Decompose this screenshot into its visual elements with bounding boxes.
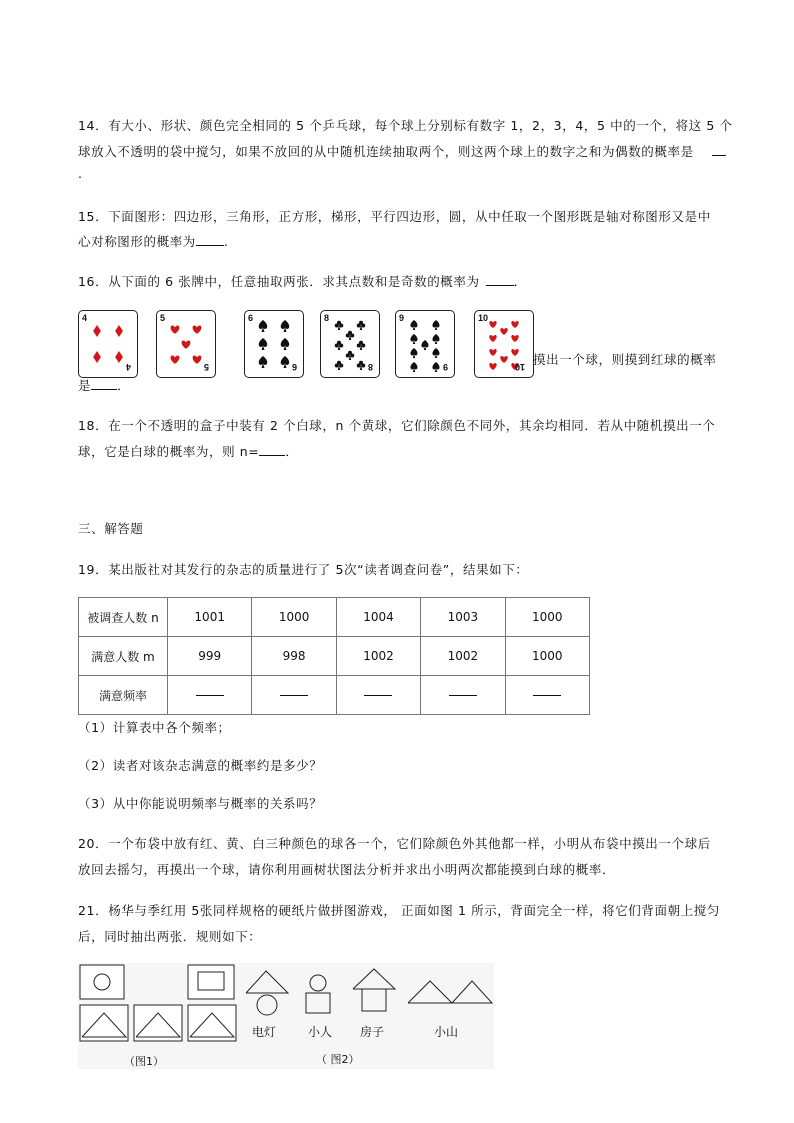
q15-period: . xyxy=(223,234,229,249)
q15-line-1: 15．下面图形：四边形，三角形，正方形，梯形，平行四边形，圆，从中任取一个图形既是轴对称图形又是中 xyxy=(78,209,711,224)
q17-line-1-tail: 摸出一个球，则摸到红球的概率 xyxy=(533,352,717,367)
q19-sub-1: （1）计算表中各个频率； xyxy=(78,720,231,735)
q17-period: ． xyxy=(117,378,131,393)
q20-line-2: 放回去摇匀，再摸出一个球，请你利用画树状图法分析并求出小明两次都能摸到白球的概率． xyxy=(78,862,616,877)
table-row xyxy=(79,676,590,715)
q21-line-1: 21．杨华与季红用 5张同样规格的硬纸片做拼图游戏， 正面如图 1 所示，背面完全一样，将它们背面朝上搅匀 xyxy=(78,903,721,918)
table-cell: 1000 xyxy=(505,598,589,637)
q19-sub-2: （2）读者对该杂志满意的概率约是多少？ xyxy=(78,758,323,773)
playing-card-6-spade xyxy=(244,310,304,378)
svg-text:8: 8 xyxy=(367,362,373,372)
table-cell: 999 xyxy=(168,637,252,676)
playing-card-9-spade xyxy=(395,310,455,378)
table-cell: 1000 xyxy=(505,637,589,676)
q19-sub-3: （3）从中你能说明频率与概率的关系吗？ xyxy=(78,796,323,811)
table-cell: 1002 xyxy=(336,637,420,676)
q14-line-2-text: 球放入不透明的袋中搅匀，如果不放回的从中随机连续抽取两个，则这两个球上的数字之和为偶数的概率是 xyxy=(78,144,694,159)
playing-card-8-club xyxy=(320,310,380,378)
q16-text: 16．从下面的 6 张牌中，任意抽取两张．求其点数和是奇数的概率为 xyxy=(78,274,480,289)
svg-text:5: 5 xyxy=(160,313,166,323)
q14-line-1: 14．有大小、形状、颜色完全相同的 5 个乒乓球，每个球上分别标有数字 1，2，3，4，5 中的一个，将这 5 个 xyxy=(78,118,733,133)
table-cell-blank xyxy=(421,676,505,715)
q19-intro: 19．某出版社对其发行的杂志的质量进行了 5次“读者调查问卷”，结果如下： xyxy=(78,562,529,577)
table-cell: 1000 xyxy=(252,598,336,637)
playing-card-10-heart xyxy=(474,310,534,378)
table-row xyxy=(79,598,590,637)
svg-text:9: 9 xyxy=(442,362,448,372)
svg-text:10: 10 xyxy=(514,362,525,372)
q18-line-2 xyxy=(78,442,298,460)
playing-card-5-heart xyxy=(156,310,216,378)
q15-line-2-text: 心对称图形的概率为 xyxy=(78,234,196,249)
playing-card-4-diamond xyxy=(78,310,138,378)
q18-line-2-text: 球，它是白球的概率为，则 n= xyxy=(78,444,260,459)
row-label-n: 被调查人数 n xyxy=(79,598,168,637)
table-cell: 1003 xyxy=(421,598,505,637)
svg-text:4: 4 xyxy=(82,313,88,323)
q17-line-2 xyxy=(78,376,130,394)
q15-answer-blank xyxy=(196,233,224,246)
q16-line xyxy=(78,272,527,290)
q18-period: ． xyxy=(285,444,299,459)
label-person: 小人 xyxy=(308,1025,333,1039)
table-cell-blank xyxy=(252,676,336,715)
q16-answer-blank xyxy=(486,273,514,286)
table-cell-blank xyxy=(505,676,589,715)
label-lamp: 电灯 xyxy=(252,1025,277,1039)
svg-text:6: 6 xyxy=(291,362,297,372)
table-cell: 1004 xyxy=(336,598,420,637)
q20-line-1: 20．一个布袋中放有红、黄、白三种颜色的球各一个，它们除颜色外其他都一样，小明从布袋中摸出一个球后 xyxy=(78,836,711,851)
q14-line-3: . xyxy=(78,166,83,181)
figure-2-label: （ 图2） xyxy=(316,1053,360,1066)
q14-answer-blank xyxy=(712,143,726,156)
row-label-frequency: 满意频率 xyxy=(79,676,168,715)
svg-text:5: 5 xyxy=(203,362,209,372)
table-cell-blank xyxy=(336,676,420,715)
svg-text:10: 10 xyxy=(478,313,489,323)
table-cell: 1001 xyxy=(168,598,252,637)
svg-text:6: 6 xyxy=(248,313,254,323)
table-cell: 1002 xyxy=(421,637,505,676)
q15-line-2 xyxy=(78,232,228,250)
table-cell-blank xyxy=(168,676,252,715)
q16-period: ． xyxy=(513,274,527,289)
table-cell: 998 xyxy=(252,637,336,676)
row-label-m: 满意人数 m xyxy=(79,637,168,676)
label-hill: 小山 xyxy=(434,1025,459,1039)
q21-line-2: 后，同时抽出两张．规则如下： xyxy=(78,929,262,944)
survey-table xyxy=(78,597,590,715)
svg-text:4: 4 xyxy=(125,362,131,372)
q17-answer-blank xyxy=(91,377,117,390)
q14-line-2 xyxy=(78,142,726,160)
table-row xyxy=(79,637,590,676)
section-heading: 三、解答题 xyxy=(78,521,144,536)
q18-answer-blank xyxy=(259,443,285,456)
q18-line-1: 18．在一个不透明的盒子中装有 2 个白球，n 个黄球，它们除颜色不同外，其余均相同．若从中随机摸出一个 xyxy=(78,418,716,433)
puzzle-figure xyxy=(78,963,494,1072)
svg-text:9: 9 xyxy=(399,313,405,323)
svg-text:8: 8 xyxy=(324,313,330,323)
q17-line-2-text: 是 xyxy=(78,378,92,393)
label-house: 房子 xyxy=(360,1025,385,1039)
figure-1-label: （图1） xyxy=(124,1055,164,1068)
